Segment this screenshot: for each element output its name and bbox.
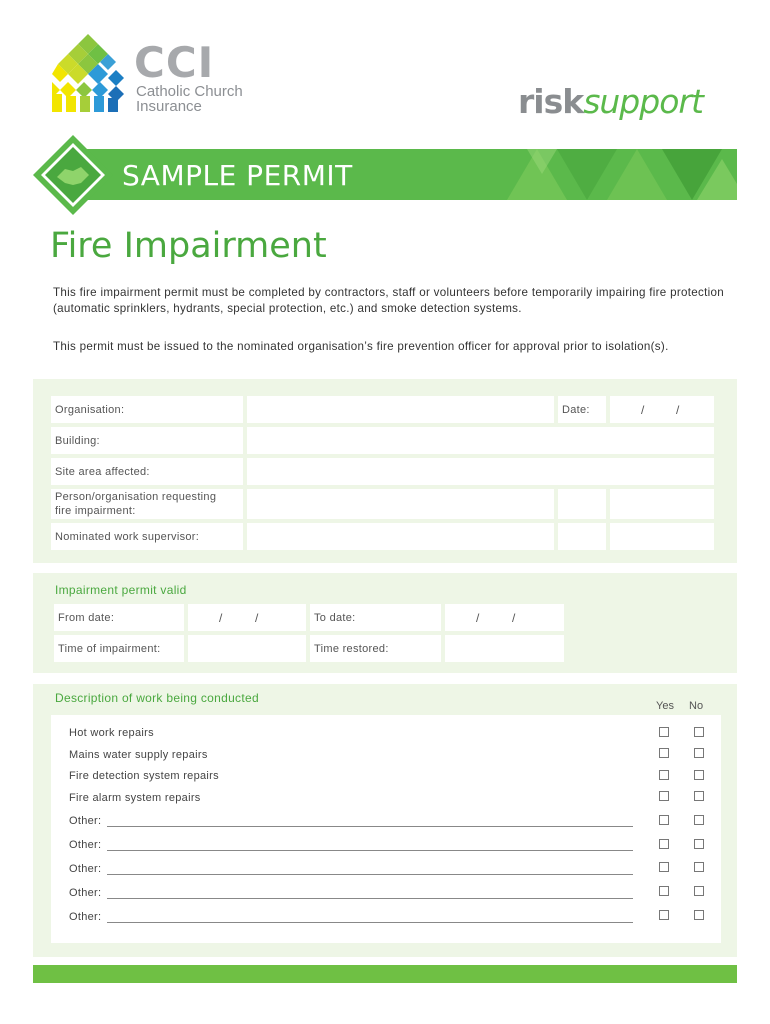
risksupport-logo <box>518 82 703 121</box>
other-line-5[interactable] <box>107 922 633 923</box>
risk-word: risk <box>518 82 584 121</box>
hot-work-yes-checkbox[interactable] <box>659 727 669 737</box>
other-line-2[interactable] <box>107 850 633 851</box>
cci-name-line1: Catholic Church <box>136 83 243 100</box>
from-date-field[interactable] <box>188 604 306 631</box>
work-item-hot-work: Hot work repairs <box>69 727 154 739</box>
supervisor-extra-field[interactable] <box>610 523 714 550</box>
time-restored-field[interactable] <box>445 635 564 662</box>
from-date-slash-2: / <box>255 611 259 625</box>
requester-extra-cell[interactable] <box>558 489 606 519</box>
date-slash-2: / <box>676 403 680 417</box>
other-3-yes-checkbox[interactable] <box>659 862 669 872</box>
organisation-label: Organisation: <box>51 396 243 423</box>
fire-alarm-no-checkbox[interactable] <box>694 791 704 801</box>
other-4-no-checkbox[interactable] <box>694 886 704 896</box>
validity-heading: Impairment permit valid <box>55 583 187 597</box>
other-label-1: Other: <box>69 815 102 827</box>
other-5-yes-checkbox[interactable] <box>659 910 669 920</box>
other-label-2: Other: <box>69 839 102 851</box>
date-label: Date: <box>558 396 606 423</box>
supervisor-extra-cell[interactable] <box>558 523 606 550</box>
work-heading: Description of work being conducted <box>55 691 259 705</box>
other-4-yes-checkbox[interactable] <box>659 886 669 896</box>
to-date-slash-2: / <box>512 611 516 625</box>
banner-pattern-icon <box>497 149 737 200</box>
to-date-field[interactable] <box>445 604 564 631</box>
requester-extra-field[interactable] <box>610 489 714 519</box>
hot-work-no-checkbox[interactable] <box>694 727 704 737</box>
other-2-yes-checkbox[interactable] <box>659 839 669 849</box>
cci-logo <box>50 34 280 118</box>
mains-water-yes-checkbox[interactable] <box>659 748 669 758</box>
building-label: Building: <box>51 427 243 454</box>
cci-logo-mark-icon <box>50 34 130 114</box>
requester-label-line2: fire impairment: <box>55 505 136 517</box>
other-1-no-checkbox[interactable] <box>694 815 704 825</box>
other-3-no-checkbox[interactable] <box>694 862 704 872</box>
other-2-no-checkbox[interactable] <box>694 839 704 849</box>
time-of-impairment-label: Time of impairment: <box>54 635 184 662</box>
intro-paragraph-2: This permit must be issued to the nominated organisation’s fire prevention officer for approval prior to isolation(s). <box>53 340 669 353</box>
from-date-label: From date: <box>54 604 184 631</box>
other-label-3: Other: <box>69 863 102 875</box>
other-label-5: Other: <box>69 911 102 923</box>
site-area-field[interactable] <box>247 458 714 485</box>
banner-title: SAMPLE PERMIT <box>122 159 353 192</box>
cci-name-line2: Insurance <box>136 98 202 115</box>
other-line-3[interactable] <box>107 874 633 875</box>
other-5-no-checkbox[interactable] <box>694 910 704 920</box>
other-line-4[interactable] <box>107 898 633 899</box>
no-header: No <box>689 700 704 712</box>
handshake-diamond-icon <box>33 135 113 215</box>
requester-label-line1: Person/organisation requesting <box>55 491 217 503</box>
fire-detection-yes-checkbox[interactable] <box>659 770 669 780</box>
time-restored-label: Time restored: <box>310 635 441 662</box>
other-1-yes-checkbox[interactable] <box>659 815 669 825</box>
from-date-slash-1: / <box>219 611 223 625</box>
yes-header: Yes <box>656 700 674 712</box>
organisation-field[interactable] <box>247 396 554 423</box>
sample-permit-banner <box>70 149 737 200</box>
work-item-fire-alarm: Fire alarm system repairs <box>69 792 201 804</box>
to-date-label: To date: <box>310 604 441 631</box>
building-field[interactable] <box>247 427 714 454</box>
cci-abbr: CCI <box>134 38 215 87</box>
fire-alarm-yes-checkbox[interactable] <box>659 791 669 801</box>
to-date-slash-1: / <box>476 611 480 625</box>
work-item-fire-detection: Fire detection system repairs <box>69 770 219 782</box>
other-line-1[interactable] <box>107 826 633 827</box>
time-of-impairment-field[interactable] <box>188 635 306 662</box>
supervisor-field[interactable] <box>247 523 554 550</box>
date-field[interactable] <box>610 396 714 423</box>
date-slash-1: / <box>641 403 645 417</box>
footer-bar <box>33 965 737 983</box>
supervisor-label: Nominated work supervisor: <box>51 523 243 550</box>
requester-field[interactable] <box>247 489 554 519</box>
support-word: support <box>583 82 703 121</box>
mains-water-no-checkbox[interactable] <box>694 748 704 758</box>
requester-label <box>51 489 243 519</box>
page-title: Fire Impairment <box>50 226 327 266</box>
fire-detection-no-checkbox[interactable] <box>694 770 704 780</box>
work-item-mains-water: Mains water supply repairs <box>69 749 208 761</box>
intro-paragraph-1: This fire impairment permit must be completed by contractors, staff or volunteers before temporarily impairing fire protection (automatic sprinklers, hydrants, special protection, etc.) and smoke detection systems. <box>53 286 724 315</box>
other-label-4: Other: <box>69 887 102 899</box>
cci-name <box>136 84 243 114</box>
site-area-label: Site area affected: <box>51 458 243 485</box>
